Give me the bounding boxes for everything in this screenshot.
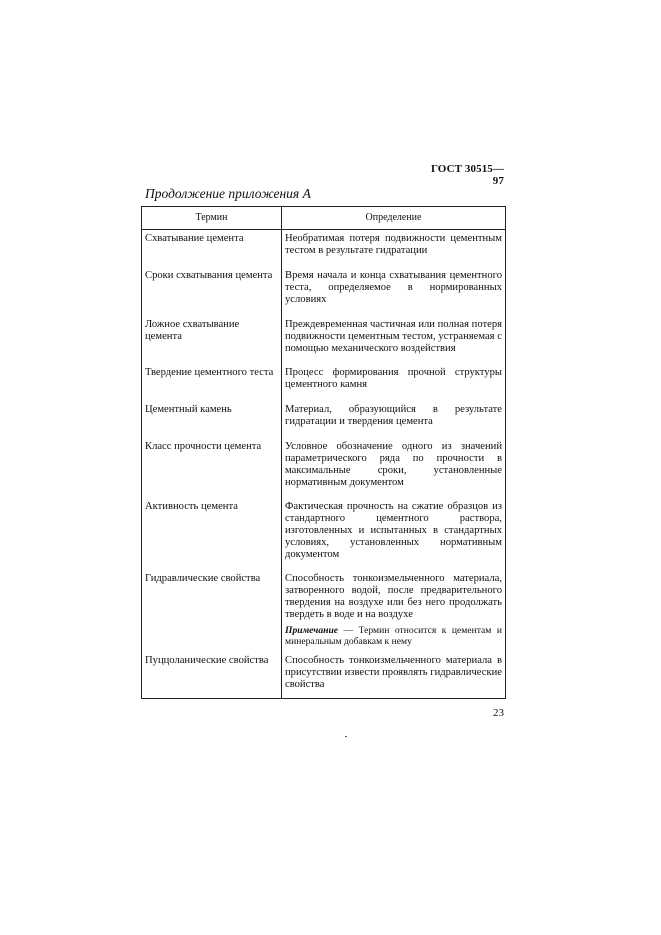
document-code: ГОСТ 30515—97 (430, 163, 504, 187)
term-cell: Твердение цементного теста (142, 364, 282, 401)
table-row (142, 498, 506, 570)
note-text: — Термин относится к цементам и минеральным добавкам к нему (285, 624, 502, 647)
terms-table (141, 206, 506, 699)
term-cell: Цементный камень (142, 401, 282, 438)
definition-text: Условное обозначение одного из значений параметрического ряда по прочности в максимальные сроки, установленные нормативным документом (285, 440, 502, 488)
note-label: Примечание (285, 624, 339, 636)
term-cell: Ложное схватывание цемента (142, 316, 282, 364)
definition-cell (282, 652, 506, 699)
table-header-row (142, 207, 506, 230)
table-caption: Продолжение приложения А (145, 186, 311, 201)
definition-text: Фактическая прочность на сжатие образцов из стандартного цементного раствора, изготовленных и испытанных в стандартных условиях, установленных нормативным документом (285, 500, 502, 560)
definition-text: Время начала и конца схватывания цементного теста, определяемое в нормированных условиях (285, 269, 502, 305)
definition-cell (282, 230, 506, 267)
note (285, 625, 502, 647)
definition-cell (282, 401, 506, 438)
page-number: 23 (493, 707, 504, 719)
table-row (142, 230, 506, 267)
term-cell: Пуццоланические свойства (142, 652, 282, 699)
column-header-term: Термин (142, 207, 282, 230)
scan-speck (345, 736, 347, 737)
table-row (142, 401, 506, 438)
table-row (142, 316, 506, 364)
definition-text: Необратимая потеря подвижности цементным тестом в результате гидратации (285, 233, 502, 256)
table-row (142, 652, 506, 699)
definition-text: Способность тонкоизмельченного материала в присутствии извести проявлять гидравлические свойства (285, 654, 502, 690)
definition-cell (282, 267, 506, 316)
table-row (142, 438, 506, 498)
definition-cell (282, 570, 506, 652)
definition-text: Материал, образующийся в результате гидратации и твердения цемента (285, 403, 502, 427)
definition-cell (282, 438, 506, 498)
column-header-definition: Определение (282, 207, 506, 230)
definition-cell (282, 316, 506, 364)
definition-text: Преждевременная частичная или полная потеря подвижности цементным тестом, устраняемая с помощью механического воздействия (285, 318, 502, 354)
definition-cell (282, 364, 506, 401)
table-row (142, 570, 506, 652)
definition-cell (282, 498, 506, 570)
table-row (142, 267, 506, 316)
definition-text: Процесс формирования прочной структуры цементного камня (285, 366, 502, 390)
term-cell: Схватывание цемента (142, 230, 282, 267)
table-row (142, 364, 506, 401)
definition-text: Способность тонкоизмельченного материала, затворенного водой, после предварительного твердения на воздухе или без него продолжать твердеть в воде и на воздухе (285, 572, 502, 620)
term-cell: Гидравлические свойства (142, 570, 282, 652)
term-cell: Класс прочности цемента (142, 438, 282, 498)
term-cell: Сроки схватывания цемента (142, 267, 282, 316)
term-cell: Активность цемента (142, 498, 282, 570)
